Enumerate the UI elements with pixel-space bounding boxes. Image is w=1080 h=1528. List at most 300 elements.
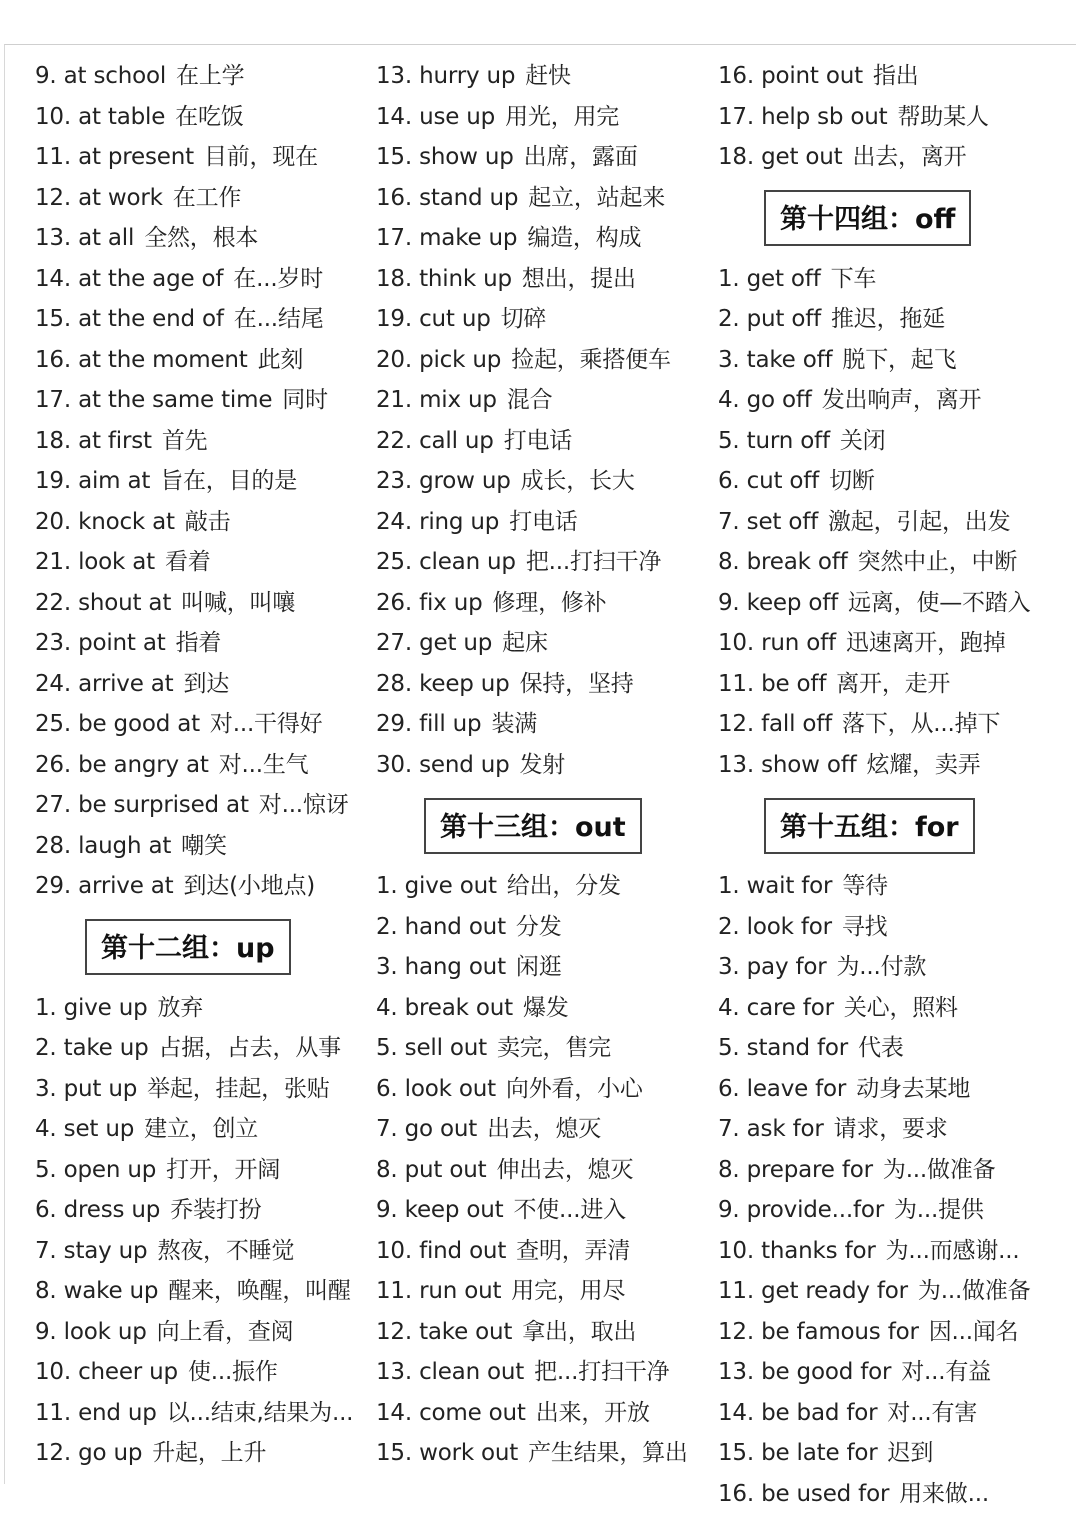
phrase-english: 28. laugh at — [35, 832, 172, 859]
phrase-item — [376, 1069, 706, 1110]
phrase-item — [35, 1433, 370, 1474]
phrase-chinese: 首先 — [161, 427, 208, 454]
phrase-chinese: 炫耀，卖弄 — [866, 751, 981, 778]
phrase-chinese: 放弃 — [157, 994, 204, 1021]
phrase-english: 6. look out — [376, 1075, 496, 1102]
phrase-chinese: 因...闻名 — [928, 1318, 1019, 1345]
phrase-chinese: 下车 — [830, 265, 877, 292]
phrase-item — [35, 988, 370, 1029]
phrase-english: 9. keep off — [718, 589, 839, 616]
phrase-item — [376, 97, 706, 138]
phrase-english: 17. at the same time — [35, 387, 273, 413]
phrase-chinese: 出来，开放 — [535, 1399, 650, 1426]
phrase-chinese: 闲逛 — [515, 954, 562, 980]
phrase-english: 10. find out — [376, 1237, 507, 1264]
phrase-chinese: 升起，上升 — [152, 1440, 267, 1466]
phrase-chinese: 起立，站起来 — [528, 184, 666, 211]
phrase-english: 10. run off — [718, 630, 836, 656]
phrase-chinese: 切碎 — [500, 306, 547, 332]
phrase-item — [718, 745, 1073, 786]
phrase-chinese: 保持，坚持 — [519, 670, 634, 697]
phrase-english: 11. be off — [718, 670, 827, 697]
phrase-chinese: 看着 — [164, 549, 211, 575]
phrase-chinese: 敲击 — [184, 508, 231, 535]
phrase-chinese: 爆发 — [522, 994, 569, 1021]
phrase-english: 3. put up — [35, 1075, 138, 1102]
phrase-chinese: 旨在，目的是 — [160, 468, 298, 494]
phrase-item — [376, 664, 706, 705]
phrase-item — [718, 259, 1073, 300]
phrase-english: 2. take up — [35, 1035, 149, 1061]
phrase-english: 25. clean up — [376, 549, 516, 575]
phrase-english: 1. wait for — [718, 873, 833, 899]
phrase-chinese: 对...生气 — [218, 751, 309, 778]
phrase-chinese: 以...结束,结果为... — [166, 1399, 354, 1426]
phrase-item — [35, 1150, 370, 1191]
phrase-english: 3. pay for — [718, 954, 827, 980]
phrase-english: 1. get off — [718, 265, 821, 292]
phrase-chinese: 关心，照料 — [843, 994, 958, 1021]
phrase-item — [35, 1393, 370, 1434]
phrase-english: 2. look for — [718, 913, 832, 940]
phrase-chinese: 脱下，起飞 — [842, 346, 957, 373]
phrase-list-at — [35, 56, 370, 907]
phrase-english: 13. clean out — [376, 1359, 525, 1385]
phrase-chinese: 同时 — [282, 387, 328, 413]
phrase-item — [376, 299, 706, 340]
phrase-item — [376, 623, 706, 664]
phrase-item — [35, 664, 370, 705]
group-heading-off: 第十四组：off — [764, 190, 971, 246]
phrase-chinese: 激起，引起，出发 — [827, 508, 1011, 535]
phrase-chinese: 为...提供 — [894, 1197, 984, 1223]
phrase-item — [35, 1028, 370, 1069]
phrase-item — [376, 542, 706, 583]
phrase-english: 3. take off — [718, 346, 833, 373]
phrase-english: 7. ask for — [718, 1116, 824, 1142]
phrase-english: 25. be good at — [35, 711, 200, 737]
group-heading-up: 第十二组：up — [85, 919, 291, 975]
phrase-item — [718, 542, 1073, 583]
phrase-item — [376, 1109, 706, 1150]
phrase-chinese: 关闭 — [839, 427, 886, 454]
phrase-chinese: 推迟，拖延 — [831, 306, 946, 332]
phrase-chinese: 发射 — [519, 751, 566, 778]
phrase-english: 6. dress up — [35, 1197, 161, 1223]
phrase-english: 5. sell out — [376, 1035, 487, 1061]
phrase-item — [35, 866, 370, 907]
phrase-english: 16. at the moment — [35, 346, 248, 373]
phrase-item — [718, 421, 1073, 462]
phrase-item — [718, 299, 1073, 340]
phrase-item — [35, 1190, 370, 1231]
phrase-chinese: 为...而感谢... — [885, 1237, 1020, 1264]
phrase-chinese: 在...岁时 — [233, 265, 324, 292]
phrase-item — [35, 259, 370, 300]
phrase-item — [718, 1109, 1073, 1150]
phrase-english: 7. go out — [376, 1116, 478, 1142]
phrase-item — [376, 988, 706, 1029]
phrase-item — [35, 583, 370, 624]
phrase-chinese: 出去，离开 — [852, 144, 967, 170]
phrase-chinese: 用来做... — [899, 1480, 989, 1507]
phrase-chinese: 向外看，小心 — [505, 1075, 643, 1102]
phrase-list-up — [35, 988, 370, 1474]
phrase-item — [718, 97, 1073, 138]
phrase-chinese: 向上看，查阅 — [156, 1318, 294, 1345]
phrase-chinese: 帮助某人 — [897, 103, 989, 130]
phrase-english: 2. hand out — [376, 913, 506, 940]
phrase-english: 4. go off — [718, 387, 812, 413]
phrase-item — [718, 1393, 1073, 1434]
phrase-item — [718, 1312, 1073, 1353]
phrase-item — [35, 56, 370, 97]
phrase-english: 21. look at — [35, 549, 155, 575]
phrase-item — [376, 1271, 706, 1312]
phrase-chinese: 举起，挂起，张贴 — [147, 1075, 330, 1102]
phrase-chinese: 赶快 — [525, 63, 571, 89]
group-heading-out: 第十三组：out — [424, 798, 642, 854]
phrase-item — [35, 218, 370, 259]
phrase-english: 14. be bad for — [718, 1399, 878, 1426]
phrase-english: 19. cut up — [376, 306, 491, 332]
phrase-english: 20. pick up — [376, 346, 502, 373]
phrase-chinese: 装满 — [491, 711, 538, 737]
phrase-english: 26. fix up — [376, 589, 483, 616]
phrase-item — [376, 1312, 706, 1353]
phrase-chinese: 对...惊讶 — [258, 792, 349, 818]
phrase-item — [718, 502, 1073, 543]
phrase-chinese: 等待 — [842, 873, 888, 899]
phrase-english: 15. work out — [376, 1440, 519, 1466]
phrase-chinese: 用完，用尽 — [511, 1278, 626, 1304]
phrase-english: 8. put out — [376, 1156, 487, 1183]
phrase-english: 5. turn off — [718, 427, 830, 454]
phrase-english: 20. knock at — [35, 508, 175, 535]
phrase-item — [718, 380, 1073, 421]
phrase-item — [35, 299, 370, 340]
phrase-english: 13. hurry up — [376, 63, 516, 89]
phrase-chinese: 发出响声，离开 — [821, 387, 982, 413]
phrase-item — [35, 826, 370, 867]
phrase-english: 22. shout at — [35, 589, 172, 616]
phrase-english: 8. break off — [718, 549, 848, 575]
phrase-item — [376, 259, 706, 300]
phrase-list-off — [718, 259, 1073, 786]
phrase-item — [376, 340, 706, 381]
phrase-chinese: 对...有害 — [887, 1399, 978, 1426]
phrase-english: 30. send up — [376, 751, 510, 778]
phrase-english: 17. help sb out — [718, 103, 888, 130]
phrase-chinese: 请求，要求 — [833, 1116, 948, 1142]
phrase-list-up-continued — [376, 56, 706, 785]
phrase-item — [376, 704, 706, 745]
phrase-chinese: 目前，现在 — [203, 144, 318, 170]
phrase-item — [376, 56, 706, 97]
phrase-chinese: 用光，用完 — [505, 103, 620, 130]
phrase-english: 23. grow up — [376, 468, 511, 494]
phrase-english: 18. at first — [35, 427, 152, 454]
phrase-chinese: 成长，长大 — [520, 468, 635, 494]
phrase-english: 6. leave for — [718, 1075, 847, 1102]
phrase-item — [376, 1231, 706, 1272]
phrase-item — [718, 340, 1073, 381]
phrase-chinese: 起床 — [502, 630, 548, 656]
phrase-english: 15. at the end of — [35, 306, 224, 332]
phrase-item — [35, 1069, 370, 1110]
phrase-item — [35, 1271, 370, 1312]
phrase-item — [35, 542, 370, 583]
phrase-item — [718, 704, 1073, 745]
phrase-english: 22. call up — [376, 427, 494, 454]
phrase-chinese: 不使...进入 — [513, 1197, 626, 1223]
phrase-item — [35, 623, 370, 664]
phrase-item — [376, 461, 706, 502]
phrase-english: 9. keep out — [376, 1197, 504, 1223]
phrase-item — [376, 583, 706, 624]
phrase-chinese: 把...打扫干净 — [534, 1359, 670, 1385]
phrase-english: 13. be good for — [718, 1359, 892, 1385]
phrase-chinese: 切断 — [829, 468, 875, 494]
phrase-english: 16. be used for — [718, 1480, 890, 1507]
phrase-item — [718, 1474, 1073, 1515]
phrase-list-out — [376, 866, 706, 1474]
phrase-english: 11. at present — [35, 144, 194, 170]
phrase-chinese: 醒来，唤醒，叫醒 — [168, 1278, 351, 1304]
phrase-item — [718, 461, 1073, 502]
phrase-chinese: 迅速离开，跑掉 — [845, 630, 1006, 656]
phrase-item — [35, 421, 370, 462]
phrase-item — [376, 1028, 706, 1069]
phrase-english: 9. at school — [35, 63, 167, 89]
phrase-english: 9. provide...for — [718, 1197, 884, 1223]
phrase-english: 26. be angry at — [35, 751, 209, 778]
phrase-english: 9. look up — [35, 1318, 147, 1345]
phrase-english: 10. at table — [35, 103, 166, 130]
phrase-chinese: 分发 — [515, 913, 562, 940]
phrase-chinese: 在上学 — [176, 63, 245, 89]
phrase-english: 27. be surprised at — [35, 792, 249, 818]
phrase-english: 5. stand for — [718, 1035, 849, 1061]
phrase-item — [35, 137, 370, 178]
phrase-chinese: 叫喊，叫嚷 — [181, 589, 296, 616]
phrase-list-for — [718, 866, 1073, 1514]
phrase-english: 8. wake up — [35, 1278, 159, 1304]
phrase-item — [718, 664, 1073, 705]
phrase-chinese: 在吃饭 — [175, 103, 244, 130]
phrase-english: 6. cut off — [718, 468, 820, 494]
phrase-item — [35, 1231, 370, 1272]
phrase-chinese: 在工作 — [172, 184, 242, 211]
phrase-english: 7. set off — [718, 508, 818, 535]
phrase-item — [718, 1231, 1073, 1272]
phrase-item — [718, 988, 1073, 1029]
phrase-chinese: 建立，创立 — [144, 1116, 259, 1142]
phrase-english: 14. come out — [376, 1399, 526, 1426]
phrase-item — [376, 1352, 706, 1393]
phrase-english: 18. think up — [376, 265, 512, 292]
column-2 — [376, 56, 706, 1474]
phrase-chinese: 为...做准备 — [917, 1278, 1031, 1304]
phrase-item — [718, 1069, 1073, 1110]
phrase-english: 7. stay up — [35, 1237, 148, 1264]
phrase-english: 11. get ready for — [718, 1278, 908, 1304]
phrase-english: 13. show off — [718, 751, 857, 778]
phrase-chinese: 编造，构成 — [527, 225, 642, 251]
phrase-item — [376, 178, 706, 219]
phrase-chinese: 打开，开阔 — [166, 1156, 281, 1183]
phrase-item — [376, 137, 706, 178]
phrase-chinese: 打电话 — [503, 427, 573, 454]
column-3 — [718, 56, 1073, 1514]
phrase-english: 4. set up — [35, 1116, 135, 1142]
phrase-item — [718, 1271, 1073, 1312]
phrase-english: 4. care for — [718, 994, 834, 1021]
phrase-chinese: 落下，从...掉下 — [842, 711, 1001, 737]
phrase-english: 16. stand up — [376, 184, 519, 211]
phrase-english: 1. give out — [376, 873, 497, 899]
phrase-chinese: 占据，占去，从事 — [158, 1035, 341, 1061]
phrase-english: 21. mix up — [376, 387, 497, 413]
phrase-chinese: 为...做准备 — [882, 1156, 996, 1183]
phrase-english: 18. get out — [718, 144, 843, 170]
phrase-chinese: 把...打扫干净 — [525, 549, 662, 575]
phrase-english: 13. at all — [35, 225, 135, 251]
phrase-english: 29. arrive at — [35, 873, 174, 899]
phrase-english: 17. make up — [376, 225, 518, 251]
phrase-item — [718, 947, 1073, 988]
phrase-chinese: 嘲笑 — [181, 832, 227, 859]
phrase-english: 14. use up — [376, 103, 496, 130]
phrase-english: 23. point at — [35, 630, 166, 656]
phrase-item — [35, 502, 370, 543]
phrase-item — [376, 1190, 706, 1231]
phrase-chinese: 想出，提出 — [521, 265, 636, 292]
phrase-item — [35, 704, 370, 745]
phrase-chinese: 代表 — [858, 1035, 904, 1061]
phrase-chinese: 为...付款 — [836, 954, 927, 980]
phrase-item — [35, 461, 370, 502]
column-1 — [35, 56, 370, 1474]
phrase-chinese: 使...振作 — [187, 1359, 278, 1385]
phrase-item — [718, 907, 1073, 948]
phrase-item — [718, 1190, 1073, 1231]
phrase-chinese: 在...结尾 — [233, 306, 324, 332]
phrase-english: 28. keep up — [376, 670, 510, 697]
phrase-item — [35, 340, 370, 381]
phrase-english: 8. prepare for — [718, 1156, 873, 1183]
phrase-chinese: 出去，熄灭 — [487, 1116, 602, 1142]
phrase-english: 5. open up — [35, 1156, 157, 1183]
phrase-item — [718, 1433, 1073, 1474]
phrase-item — [718, 1150, 1073, 1191]
phrase-chinese: 捡起，乘搭便车 — [511, 346, 671, 373]
phrase-chinese: 混合 — [506, 387, 553, 413]
phrase-item — [376, 218, 706, 259]
phrase-item — [718, 56, 1073, 97]
phrase-item — [376, 502, 706, 543]
phrase-item — [376, 1150, 706, 1191]
phrase-english: 29. fill up — [376, 711, 482, 737]
phrase-english: 24. arrive at — [35, 670, 174, 697]
phrase-chinese: 寻找 — [841, 913, 888, 940]
phrase-item — [35, 1352, 370, 1393]
phrase-chinese: 远离，使—不踏入 — [848, 589, 1031, 616]
phrase-english: 27. get up — [376, 630, 493, 656]
phrase-english: 3. hang out — [376, 954, 506, 980]
phrase-chinese: 对...干得好 — [209, 711, 323, 737]
phrase-item — [376, 380, 706, 421]
phrase-english: 24. ring up — [376, 508, 500, 535]
phrase-english: 1. give up — [35, 994, 148, 1021]
phrase-item — [35, 1109, 370, 1150]
phrase-item — [376, 745, 706, 786]
phrase-item — [718, 583, 1073, 624]
phrase-chinese: 迟到 — [887, 1440, 934, 1466]
phrase-item — [35, 745, 370, 786]
phrase-chinese: 指出 — [872, 63, 919, 89]
phrase-item — [35, 97, 370, 138]
phrase-english: 2. put off — [718, 306, 822, 332]
phrase-chinese: 给出，分发 — [506, 873, 621, 899]
phrase-english: 11. run out — [376, 1278, 502, 1304]
phrase-chinese: 修理，修补 — [492, 589, 607, 616]
phrase-english: 19. aim at — [35, 468, 151, 494]
phrase-chinese: 产生结果，算出 — [528, 1440, 688, 1466]
phrase-chinese: 到达(小地点) — [183, 873, 316, 899]
phrase-item — [376, 421, 706, 462]
phrase-english: 10. cheer up — [35, 1359, 178, 1385]
phrase-chinese: 出席，露面 — [523, 144, 638, 170]
phrase-chinese: 查明，弄清 — [516, 1237, 631, 1264]
phrase-item — [35, 785, 370, 826]
phrase-item — [376, 1393, 706, 1434]
phrase-chinese: 突然中止，中断 — [857, 549, 1018, 575]
phrase-item — [718, 866, 1073, 907]
phrase-chinese: 伸出去，熄灭 — [496, 1156, 634, 1183]
phrase-chinese: 指着 — [175, 630, 222, 656]
phrase-english: 15. be late for — [718, 1440, 878, 1466]
phrase-english: 10. thanks for — [718, 1237, 876, 1264]
phrase-chinese: 熬夜，不睡觉 — [157, 1237, 295, 1264]
phrase-english: 16. point out — [718, 63, 863, 89]
phrase-item — [35, 1312, 370, 1353]
phrase-chinese: 离开，走开 — [836, 670, 951, 697]
phrase-item — [718, 623, 1073, 664]
phrase-english: 12. at work — [35, 184, 163, 211]
phrase-english: 12. be famous for — [718, 1318, 919, 1345]
phrase-chinese: 到达 — [183, 670, 230, 697]
phrase-item — [718, 1028, 1073, 1069]
phrase-item — [376, 947, 706, 988]
phrase-english: 11. end up — [35, 1399, 157, 1426]
phrase-english: 12. take out — [376, 1318, 513, 1345]
phrase-chinese: 拿出，取出 — [522, 1318, 637, 1345]
phrase-item — [718, 1352, 1073, 1393]
phrase-english: 4. break out — [376, 994, 513, 1021]
phrase-chinese: 全然，根本 — [144, 225, 259, 251]
phrase-english: 14. at the age of — [35, 265, 224, 292]
phrase-chinese: 打电话 — [509, 508, 578, 535]
phrase-english: 12. go up — [35, 1440, 143, 1466]
phrase-list-out-continued — [718, 56, 1073, 178]
phrase-item — [376, 907, 706, 948]
phrase-chinese: 卖完，售完 — [496, 1035, 611, 1061]
phrase-item — [718, 137, 1073, 178]
phrase-item — [35, 178, 370, 219]
phrase-chinese: 此刻 — [257, 346, 304, 373]
phrase-chinese: 动身去某地 — [856, 1075, 971, 1102]
